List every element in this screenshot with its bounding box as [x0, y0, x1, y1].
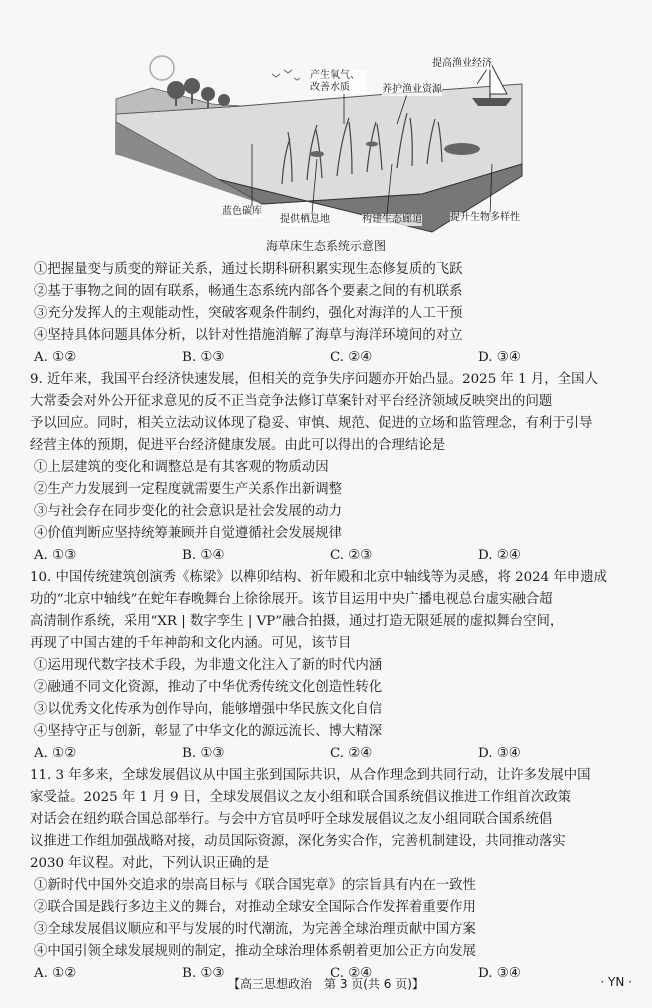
q11-stem: 家受益。2025 年 1 月 9 日，全球发展倡议之友小组和联合国系统倡议推进工作组首次政策: [30, 790, 572, 805]
label-biodiversity: 提升生物多样性: [450, 212, 520, 223]
q11-stem: 11. 3 年多来，全球发展倡议从中国主张到国际共识，从合作理念到共同行动，让许多发展中国: [30, 768, 591, 783]
label-oxygen: 产生氧气、 改善水质: [310, 70, 366, 94]
q11-option-b[interactable]: B. ①③: [182, 966, 225, 981]
q11-option-c[interactable]: C. ②④: [330, 966, 373, 981]
footer-code: · YN ·: [600, 975, 632, 989]
q10-stem: 高清制作系统，采用“XR | 数字孪生 | VP”融合拍摄，通过打造无限延展的虚拟舞台空间，: [30, 614, 564, 629]
q10-option-c[interactable]: C. ②④: [330, 746, 373, 761]
label-fishery-resources: 养护渔业资源: [382, 84, 442, 95]
q11-option-a[interactable]: A. ①②: [34, 966, 77, 981]
q11-item: ④中国引领全球发展规则的制定，推动全球治理体系朝着更加公正方向发展: [34, 944, 476, 959]
label-blue-carbon: 蓝色碳库: [222, 206, 262, 217]
q9-stem: 经营主体的预期，促进平台经济健康发展。由此可以得出的合理结论是: [30, 438, 446, 453]
q10-option-d[interactable]: D. ③④: [478, 746, 521, 761]
q9-option-b[interactable]: B. ①④: [182, 548, 225, 563]
label-corridor: 构建生态廊道: [362, 214, 422, 225]
q11-stem: 2030 年议程。对此，下列认识正确的是: [30, 856, 270, 871]
q8-option-b[interactable]: B. ①③: [182, 350, 225, 365]
q8-item: ③充分发挥人的主观能动性，突破客观条件制约，强化对海洋的人工干预: [34, 306, 463, 321]
q8-options: [30, 347, 626, 369]
question-content: [30, 259, 626, 985]
q9-option-d[interactable]: D. ②④: [478, 548, 521, 563]
q11-item: ①新时代中国外交追求的崇高目标与《联合国宪章》的宗旨具有内在一致性: [34, 878, 476, 893]
q9-item: ③与社会存在同步变化的社会意识是社会发展的动力: [34, 504, 342, 519]
q9-stem: 大常委会对外公开征求意见的反不正当竞争法修订草案针对平台经济领域反映突出的问题: [30, 394, 553, 409]
q9-option-a[interactable]: A. ①③: [34, 548, 77, 563]
q9-item: ①上层建筑的变化和调整总是有其客观的物质动因: [34, 460, 329, 475]
q10-option-a[interactable]: A. ①②: [34, 746, 77, 761]
q11-stem: 议推进工作组加强战略对接，动员国际资源，深化务实合作，完善机制建设，共同推动落实: [30, 834, 566, 849]
q8-option-c[interactable]: C. ②④: [330, 350, 373, 365]
q8-item: ④坚持具体问题具体分析，以针对性措施消解了海草与海洋环境间的对立: [34, 328, 463, 343]
figure-caption: 海草床生态系统示意图: [265, 239, 386, 253]
footer-page-info: 【高三思想政治 第 3 页(共 6 页)】: [228, 977, 424, 991]
q8-option-d[interactable]: D. ③④: [478, 350, 521, 365]
q10-stem: 再现了中国古建的千年神韵和文化内涵。可见，该节目: [30, 636, 352, 651]
q8-item: ①把握量变与质变的辩证关系，通过长期科研积累实现生态修复质的飞跃: [34, 262, 463, 277]
q10-item: ②融通不同文化资源，推动了中华优秀传统文化创造性转化: [34, 680, 383, 695]
q11-option-d[interactable]: D. ③④: [478, 966, 521, 981]
q9-stem: 予以回应。同时，相关立法动议体现了稳妥、审慎、规范、促进的立场和监管理念，有利于引导: [30, 416, 593, 431]
q9-options: [30, 545, 626, 567]
q10-item: ③以优秀文化传承为创作导向，能够增强中华民族文化自信: [34, 702, 383, 717]
label-fishery-economy: 提高渔业经济: [432, 58, 492, 69]
q11-item: ③全球发展倡议顺应和平与发展的时代潮流，为完善全球治理贡献中国方案: [34, 922, 476, 937]
q10-stem: 功的“北京中轴线”在蛇年春晚舞台上徐徐展开。该节目运用中央广播电视总台虚实融合超: [30, 592, 553, 607]
page-footer: [0, 975, 652, 995]
label-habitat: 提供栖息地: [280, 214, 330, 225]
q9-stem: 9. 近年来，我国平台经济快速发展，但相关的竞争失序问题亦开始凸显。2025 年 1 月，全国人: [30, 372, 598, 387]
birds-icon: [272, 70, 300, 80]
q8-option-a[interactable]: A. ①②: [34, 350, 77, 365]
q9-option-c[interactable]: C. ②③: [330, 548, 373, 563]
sun-icon: [150, 56, 174, 80]
q9-item: ④价值判断应坚持统筹兼顾并自觉遵循社会发展规律: [34, 526, 342, 541]
q8-item: ②基于事物之间的固有联系，畅通生态系统内部各个要素之间的有机联系: [34, 284, 463, 299]
q10-stem: 10. 中国传统建筑创演秀《栋梁》以榫卯结构、祈年殿和北京中轴线等为灵感，将 2024 年申遗成: [30, 570, 607, 585]
q9-item: ②生产力发展到一定程度就需要生产关系作出新调整: [34, 482, 342, 497]
q10-item: ④坚持守正与创新，彰显了中华文化的源远流长、博大精深: [34, 724, 383, 739]
seagrass-diagram: [112, 44, 532, 236]
q10-options: [30, 743, 626, 765]
q11-stem: 对话会在纽约联合国总部举行。与会中方官员呼吁全球发展倡议之友小组同联合国系统倡: [30, 812, 553, 827]
q11-item: ②联合国是践行多边主义的舞台，对推动全球安全国际合作发挥着重要作用: [34, 900, 476, 915]
q10-item: ①运用现代数字技术手段，为非遗文化注入了新的时代内涵: [34, 658, 383, 673]
q10-option-b[interactable]: B. ①③: [182, 746, 225, 761]
